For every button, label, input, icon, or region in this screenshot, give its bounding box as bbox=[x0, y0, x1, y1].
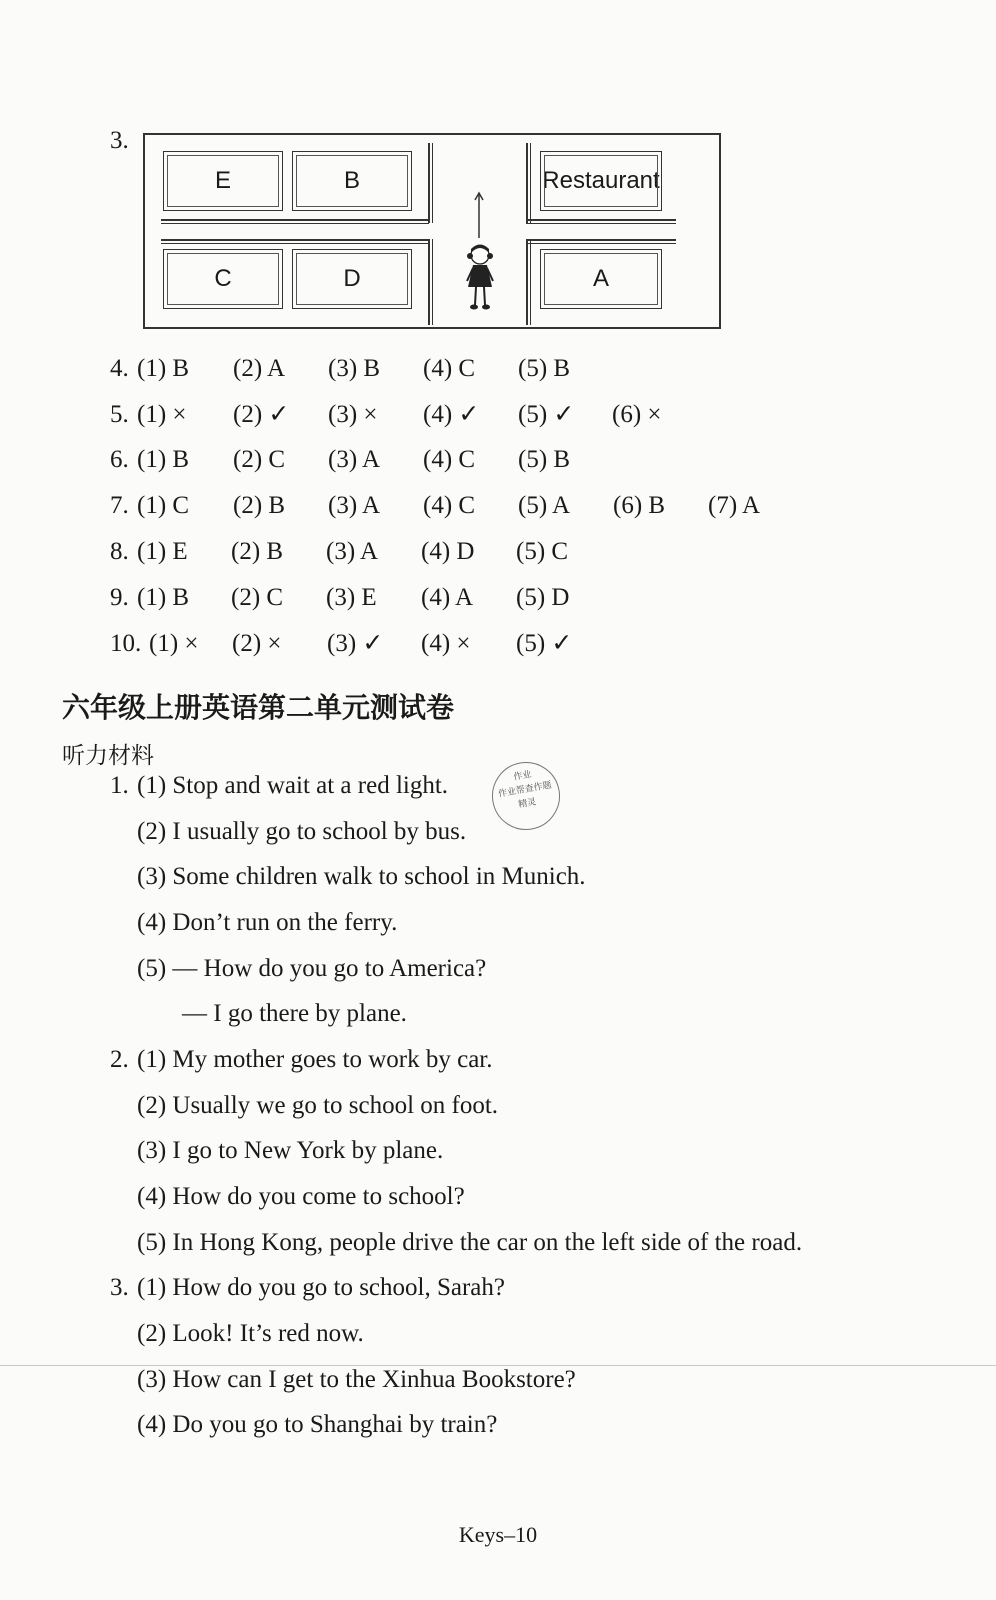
answer-item: (1) × bbox=[137, 401, 187, 428]
arrow-up-icon bbox=[473, 190, 485, 240]
map-block-label: D bbox=[343, 265, 361, 292]
answer-item: (4) × bbox=[421, 630, 471, 657]
answer-item: (4) C bbox=[423, 355, 476, 382]
item-number: 3. bbox=[110, 1274, 129, 1301]
road-line bbox=[161, 223, 429, 224]
answer-item: (3) × bbox=[328, 401, 378, 428]
map-block-restaurant bbox=[540, 151, 662, 211]
answer-item: (4) C bbox=[423, 492, 476, 519]
girl-icon bbox=[463, 243, 497, 313]
road-line bbox=[428, 143, 430, 223]
stamp-text: 精灵 bbox=[517, 797, 538, 811]
answer-item: (1) × bbox=[149, 630, 199, 657]
map-block-c bbox=[163, 249, 283, 309]
listening-line: (4) Do you go to Shanghai by train? bbox=[137, 1411, 498, 1438]
answer-item: (4) A bbox=[421, 584, 474, 611]
road-line bbox=[161, 219, 429, 221]
answer-number: 7. bbox=[110, 492, 129, 519]
answer-item: (4) ✓ bbox=[423, 401, 480, 428]
listening-line: (2) Look! It’s red now. bbox=[137, 1320, 364, 1347]
stamp-text: 作业帮查作题 bbox=[497, 780, 553, 800]
answer-number: 5. bbox=[110, 401, 129, 428]
answer-item: (4) C bbox=[423, 446, 476, 473]
section-subheading: 听力材料 bbox=[62, 743, 154, 769]
answer-item: (3) B bbox=[328, 355, 381, 382]
answer-item: (5) C bbox=[516, 538, 569, 565]
map-block-label: B bbox=[343, 167, 360, 194]
road-line bbox=[161, 243, 429, 244]
road-line bbox=[526, 243, 676, 244]
listening-line: (3) Some children walk to school in Munich. bbox=[137, 863, 586, 890]
answer-item: (5) ✓ bbox=[518, 401, 575, 428]
answer-item: (6) × bbox=[612, 401, 662, 428]
answer-item: (2) × bbox=[232, 630, 282, 657]
item-number: 1. bbox=[110, 772, 129, 799]
page-footer: Keys–10 bbox=[458, 1522, 538, 1547]
answer-item: (5) ✓ bbox=[516, 630, 573, 657]
answer-item: (5) B bbox=[518, 446, 571, 473]
answer-item: (2) B bbox=[231, 538, 284, 565]
road-line bbox=[530, 143, 531, 223]
answer-item: (1) E bbox=[137, 538, 188, 565]
answer-item: (5) B bbox=[518, 355, 571, 382]
road-line bbox=[526, 239, 528, 325]
map-block-d bbox=[292, 249, 412, 309]
map-block-b bbox=[292, 151, 412, 211]
map-block-a bbox=[540, 249, 662, 309]
road-line bbox=[161, 239, 429, 241]
map-block-label: Restaurant bbox=[542, 167, 660, 194]
answer-item: (2) C bbox=[231, 584, 284, 611]
road-line bbox=[432, 143, 433, 223]
map-diagram bbox=[143, 133, 721, 329]
listening-line: (1) Stop and wait at a red light. bbox=[137, 772, 449, 799]
answer-item: (1) B bbox=[137, 355, 190, 382]
listening-line: — I go there by plane. bbox=[182, 1000, 407, 1027]
answer-item: (2) ✓ bbox=[233, 401, 290, 428]
answer-item: (6) B bbox=[613, 492, 666, 519]
listening-line: (4) How do you come to school? bbox=[137, 1183, 465, 1210]
item-number: 2. bbox=[110, 1046, 129, 1073]
answer-number: 4. bbox=[110, 355, 129, 382]
stamp-seal bbox=[487, 757, 566, 836]
answer-item: (7) A bbox=[708, 492, 761, 519]
map-block-e bbox=[163, 151, 283, 211]
listening-line: (3) I go to New York by plane. bbox=[137, 1137, 444, 1164]
listening-line: (5) In Hong Kong, people drive the car on the left side of the road. bbox=[137, 1229, 803, 1256]
map-block-label: E bbox=[214, 167, 231, 194]
answer-item: (3) A bbox=[328, 446, 381, 473]
answer-item: (3) E bbox=[326, 584, 377, 611]
answer-item: (5) D bbox=[516, 584, 570, 611]
fold-line bbox=[0, 1365, 996, 1366]
question-number: 3. bbox=[110, 127, 129, 154]
answer-item: (1) B bbox=[137, 584, 190, 611]
answer-item: (5) A bbox=[518, 492, 571, 519]
road-line bbox=[428, 239, 430, 325]
road-line bbox=[530, 239, 531, 325]
stamp-text: 作业 bbox=[512, 769, 533, 783]
answer-item: (2) A bbox=[233, 355, 286, 382]
listening-line: (1) My mother goes to work by car. bbox=[137, 1046, 493, 1073]
listening-line: (3) How can I get to the Xinhua Bookstore? bbox=[137, 1366, 576, 1393]
answer-item: (3) ✓ bbox=[327, 630, 384, 657]
answer-number: 9. bbox=[110, 584, 129, 611]
answer-item: (3) A bbox=[326, 538, 379, 565]
road-line bbox=[526, 239, 676, 241]
listening-line: (5) — How do you go to America? bbox=[137, 955, 487, 982]
answer-item: (1) B bbox=[137, 446, 190, 473]
answer-item: (2) B bbox=[233, 492, 286, 519]
answer-item: (4) D bbox=[421, 538, 475, 565]
answer-number: 8. bbox=[110, 538, 129, 565]
answer-number: 10. bbox=[110, 630, 142, 657]
map-block-label: A bbox=[592, 265, 609, 292]
answer-item: (3) A bbox=[328, 492, 381, 519]
listening-line: (2) Usually we go to school on foot. bbox=[137, 1092, 499, 1119]
listening-line: (2) I usually go to school by bus. bbox=[137, 818, 467, 845]
listening-line: (4) Don’t run on the ferry. bbox=[137, 909, 398, 936]
road-line bbox=[526, 143, 528, 223]
road-line bbox=[526, 223, 676, 224]
map-block-label: C bbox=[214, 265, 232, 292]
section-heading: 六年级上册英语第二单元测试卷 bbox=[62, 691, 455, 724]
road-line bbox=[526, 219, 676, 221]
answer-number: 6. bbox=[110, 446, 129, 473]
listening-line: (1) How do you go to school, Sarah? bbox=[137, 1274, 505, 1301]
answer-item: (1) C bbox=[137, 492, 190, 519]
answer-item: (2) C bbox=[233, 446, 286, 473]
road-line bbox=[432, 239, 433, 325]
